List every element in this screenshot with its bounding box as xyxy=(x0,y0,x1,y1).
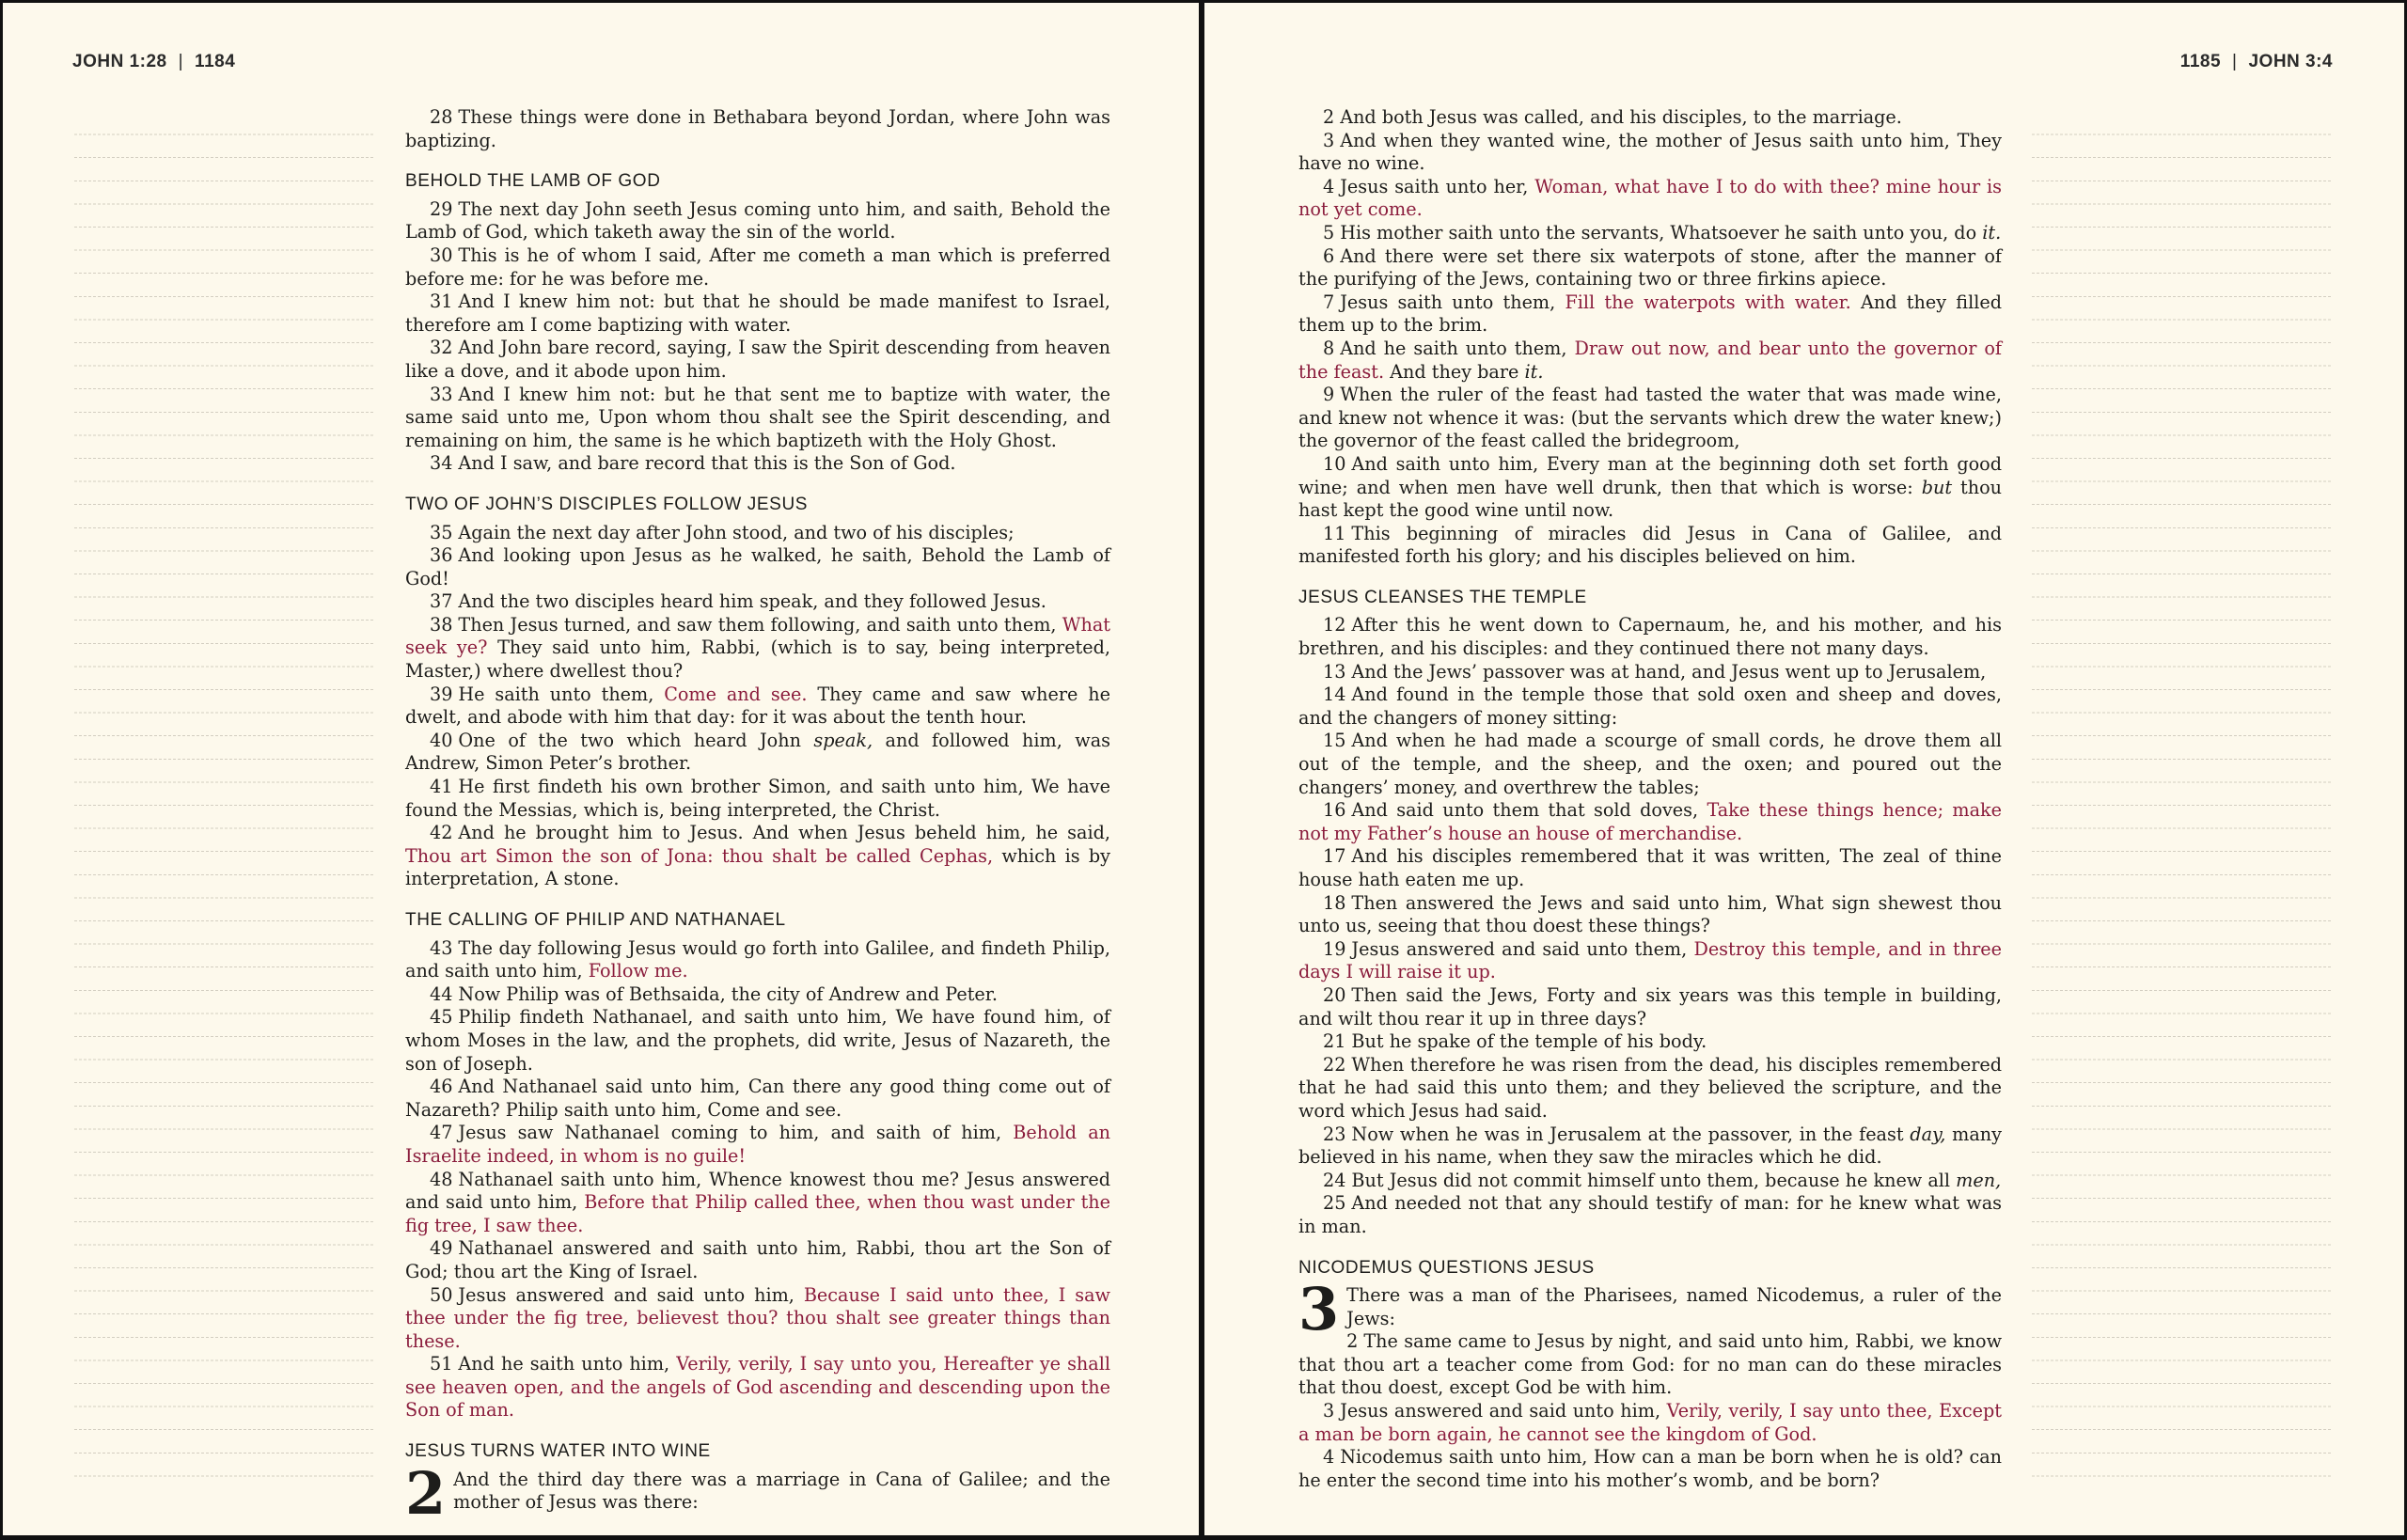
verse xyxy=(1298,384,2002,453)
verse-text: The day following Jesus would go forth into Galilee, and findeth Philip, and saith unto him, xyxy=(405,936,1110,982)
verse-number: 4 xyxy=(1323,1446,1335,1469)
verse-number: 38 xyxy=(430,613,453,636)
words-of-christ: Verily, verily, I say unto thee, Except a man be born again, he cannot see the kingdom of God. xyxy=(1298,1400,2002,1445)
verse-text: And found in the temple those that sold oxen and sheep and doves, and the changers of money sitting: xyxy=(1298,684,2002,729)
verse-number: 46 xyxy=(430,1076,453,1098)
chapter-opening xyxy=(405,1458,1110,1528)
verse xyxy=(1298,684,2002,730)
words-of-christ: Woman, what have I to do with thee? mine hour is not yet come. xyxy=(1298,175,2003,221)
verse-number: 45 xyxy=(430,1006,453,1029)
verse-text: Then said the Jews, Forty and six years was this temple in building, and wilt thou rear it up in three days? xyxy=(1298,983,2002,1029)
left-page xyxy=(3,3,1199,1535)
verse-text: Nicodemus saith unto him, How can a man be born when he is old? can he enter the second time into his mother’s womb, and be born? xyxy=(1298,1446,2002,1491)
notes-lines-right xyxy=(2030,112,2333,1485)
verse-text: Nathanael answered and saith unto him, Rabbi, thou art the Son of God; thou art the King of Israel. xyxy=(405,1237,1110,1282)
verse-text: men, xyxy=(1956,1169,2002,1191)
scripture-column-left xyxy=(405,106,1111,1528)
verse xyxy=(405,1076,1110,1122)
verse-text: and followed him, was Andrew, Simon Peter’s brother. xyxy=(405,729,1110,775)
verse-number: 13 xyxy=(1323,660,1346,683)
verse-text: Jesus answered and said unto them, xyxy=(1351,937,1694,960)
verse-number: 43 xyxy=(430,936,453,959)
verse xyxy=(405,937,1110,983)
verse xyxy=(405,1006,1110,1076)
verse-text: many believed in his name, when they saw the miracles which he did. xyxy=(1298,1123,2002,1169)
verse xyxy=(1298,1054,2002,1124)
verse xyxy=(1298,222,2002,245)
verse-text: And the third day there was a marriage in Cana of Galilee; and the mother of Jesus was there: xyxy=(453,1468,1110,1514)
verse-number: 31 xyxy=(430,291,453,313)
verse-text: And he saith unto them, xyxy=(1340,337,1575,359)
verse-number: 16 xyxy=(1323,799,1346,822)
verse xyxy=(1298,338,2002,384)
verse-number: 25 xyxy=(1323,1192,1346,1215)
verse-text: And they bare xyxy=(1384,360,1525,383)
verse xyxy=(405,1169,1110,1238)
verse xyxy=(405,590,1110,614)
verse xyxy=(1298,984,2002,1030)
verse-number: 7 xyxy=(1323,291,1335,313)
verse-number: 35 xyxy=(430,521,453,543)
verse-text: The next day John seeth Jesus coming unto him, and saith, Behold the Lamb of God, which taketh away the sin of the world. xyxy=(405,197,1110,244)
verse-number: 47 xyxy=(430,1122,453,1144)
verse-number: 18 xyxy=(1323,891,1346,914)
running-head-left xyxy=(72,52,235,72)
verse-number: 11 xyxy=(1323,522,1346,544)
verse-text: And Nathanael said unto him, Can there any good thing come out of Nazareth? Philip saith unto him, Come and see. xyxy=(405,1076,1110,1121)
verse-number: 50 xyxy=(430,1283,453,1306)
verse-text: Jesus saith unto her, xyxy=(1340,175,1535,197)
verse xyxy=(1298,176,2002,222)
words-of-christ: Take these things hence; make not my Father’s house an house of merchandise. xyxy=(1298,799,2002,844)
verse xyxy=(405,684,1110,730)
verse xyxy=(1298,845,2002,891)
verse xyxy=(1298,614,2002,660)
verse-text: When therefore he was risen from the dead, his disciples remembered that he had said this unto them; and they believed the scripture, and the word which Jesus had said. xyxy=(1298,1053,2002,1122)
verse-number: 39 xyxy=(430,683,453,705)
verse-text: And looking upon Jesus as he walked, he saith, Behold the Lamb of God! xyxy=(405,544,1110,589)
words-of-christ: Behold an Israelite indeed, in whom is no guile! xyxy=(405,1122,1110,1167)
verse-number: 32 xyxy=(430,337,453,359)
section-heading: THE CALLING OF PHILIP AND NATHANAEL xyxy=(405,910,786,930)
page-number: 1184 xyxy=(195,52,236,71)
verse xyxy=(405,106,1110,152)
verse xyxy=(1298,661,2002,684)
verse-text: Jesus saw Nathanael coming to him, and saith of him, xyxy=(458,1122,1014,1144)
verse-text: And they filled them up to the brim. xyxy=(1298,291,2002,337)
chapter-number: 2 xyxy=(405,1458,447,1528)
running-head-right xyxy=(2180,52,2333,72)
verse-text: And both Jesus was called, and his disciples, to the marriage. xyxy=(1340,106,1902,128)
verse xyxy=(1298,730,2002,799)
verse-number: 14 xyxy=(1323,684,1346,706)
words-of-christ: Verily, verily, I say unto you, Hereafter ye shall see heaven open, and the angels of God ascending and descending upon the Son of man. xyxy=(405,1353,1110,1422)
verse-text: His mother saith unto the servants, Whatsoever he saith unto you, do xyxy=(1340,221,1983,244)
verse xyxy=(1298,1446,2002,1492)
verse xyxy=(1298,453,2002,523)
verse xyxy=(405,244,1110,291)
verse-text: This beginning of miracles did Jesus in Cana of Galilee, and manifested forth his glory; and his disciples believed on him. xyxy=(1298,522,2002,568)
section-heading: TWO OF JOHN’S DISCIPLES FOLLOW JESUS xyxy=(405,494,809,514)
verse xyxy=(405,1284,1110,1354)
verse-text: When the ruler of the feast had tasted the water that was made wine, and knew not whence it was: (but the servants which drew the water knew;) the governor of the feast called the bridegroom, xyxy=(1298,384,2002,452)
verse-text: And the two disciples heard him speak, and they followed Jesus. xyxy=(458,590,1046,613)
verse-number: 42 xyxy=(430,822,453,844)
verse xyxy=(405,1122,1110,1168)
verse-number: 36 xyxy=(430,544,453,567)
verse xyxy=(1298,245,2002,291)
verse-number: 41 xyxy=(430,776,453,798)
verse xyxy=(1298,130,2002,176)
verse-text: They came and saw where he dwelt, and abode with him that day: for it was about the tenth hour. xyxy=(405,683,1110,729)
verse-number: 15 xyxy=(1323,730,1346,752)
verse xyxy=(405,198,1110,244)
verse-text: Now when he was in Jerusalem at the passover, in the feast xyxy=(1351,1123,1911,1145)
verse xyxy=(405,1353,1110,1422)
verse-text: Philip findeth Nathanael, and saith unto him, We have found him, of whom Moses in the law, and the prophets, did write, Jesus of Nazareth, the son of Joseph. xyxy=(405,1006,1110,1075)
verse xyxy=(405,822,1110,891)
verse xyxy=(1298,291,2002,338)
verse xyxy=(405,730,1110,776)
verse-number: 48 xyxy=(430,1168,453,1190)
verse-number: 20 xyxy=(1323,983,1346,1006)
verse xyxy=(405,522,1110,545)
verse-number: 6 xyxy=(1323,244,1335,267)
verse-text: And I saw, and bare record that this is the Son of God. xyxy=(458,452,956,475)
scripture-column-right xyxy=(1298,106,2002,1492)
page-number: 1185 xyxy=(2179,52,2222,71)
verse-number: 23 xyxy=(1323,1123,1346,1145)
verse xyxy=(1298,938,2002,984)
verse-text: And he saith unto him, xyxy=(458,1353,677,1375)
verse-text: but xyxy=(1921,476,1953,498)
verse xyxy=(1298,1124,2002,1170)
verse-number: 22 xyxy=(1323,1053,1346,1076)
verse-text: Jesus saith unto them, xyxy=(1340,291,1565,313)
verse-number: 12 xyxy=(1323,614,1346,636)
verse-text: And I knew him not: but he that sent me to baptize with water, the same said unto me, Upon whom thou shalt see the Spirit descending, and remaining on him, the same is he which baptizeth with the Holy Ghost. xyxy=(405,383,1110,451)
chapter-number: 3 xyxy=(1298,1275,1340,1344)
running-head-reference: JOHN 1:28 xyxy=(72,52,167,71)
verse-number: 19 xyxy=(1323,937,1346,960)
verse-text: Then Jesus turned, and saw them following, and saith unto them, xyxy=(458,613,1062,636)
verse-text: Nathanael saith unto him, Whence knowest thou me? Jesus answered and said unto him, xyxy=(405,1168,1110,1214)
words-of-christ: Come and see. xyxy=(664,683,808,705)
section-heading: JESUS CLEANSES THE TEMPLE xyxy=(1298,587,1587,607)
verse-text: it. xyxy=(1524,360,1544,383)
verse-number: 30 xyxy=(430,244,453,266)
verse-number: 21 xyxy=(1323,1030,1346,1053)
verse xyxy=(405,337,1110,383)
verse-number: 4 xyxy=(1323,175,1335,197)
section-heading: JESUS TURNS WATER INTO WINE xyxy=(405,1441,711,1462)
verse-number: 37 xyxy=(430,590,453,613)
words-of-christ: Draw out now, and bear unto the governor of the feast. xyxy=(1298,337,2003,383)
verse-text: He saith unto them, xyxy=(458,683,665,705)
verse-text: day, xyxy=(1910,1123,1946,1145)
verse-text: But he spake of the temple of his body. xyxy=(1351,1030,1707,1053)
verse-text: One of the two which heard John xyxy=(458,729,814,751)
right-page xyxy=(1204,3,2404,1535)
verse-number: 29 xyxy=(430,197,453,220)
running-head-reference: JOHN 3:4 xyxy=(2248,52,2333,71)
verse-text: And when he had made a scourge of small cords, he drove them all out of the temple, and the sheep, and the oxen; and poured out the changers’ money, and overthrew the tables; xyxy=(1298,730,2002,798)
words-of-christ: Because I said unto thee, I saw thee under the fig tree, believest thou? thou shalt see greater things than these. xyxy=(405,1283,1110,1352)
words-of-christ: Destroy this temple, and in three days I will raise it up. xyxy=(1298,937,2002,983)
verse xyxy=(405,544,1110,590)
verse xyxy=(405,614,1110,684)
verse-text: And his disciples remembered that it was written, The zeal of thine house hath eaten me up. xyxy=(1298,845,2002,890)
verse-text: speak, xyxy=(813,729,873,751)
verse-text: After this he went down to Capernaum, he, and his mother, and his brethren, and his disciples: and they continued there not many days. xyxy=(1298,614,2002,660)
verse-number: 40 xyxy=(430,729,453,751)
verse-text: Now Philip was of Bethsaida, the city of Andrew and Peter. xyxy=(458,982,998,1005)
verse xyxy=(1298,1030,2002,1054)
verse-text: Jesus answered and said unto him, xyxy=(458,1283,804,1306)
verse-number: 49 xyxy=(430,1237,453,1260)
running-head-separator: | xyxy=(178,52,184,71)
verse xyxy=(405,1237,1110,1283)
verse xyxy=(405,452,1110,476)
verse-number: 3 xyxy=(1323,129,1335,151)
verse-text: These things were done in Bethabara beyond Jordan, where John was baptizing. xyxy=(405,106,1110,151)
verse-text: And John bare record, saying, I saw the Spirit descending from heaven like a dove, and it abode upon him. xyxy=(405,337,1110,382)
verse xyxy=(1298,1170,2002,1193)
verse-number: 3 xyxy=(1323,1400,1335,1422)
section-heading: BEHOLD THE LAMB OF GOD xyxy=(405,171,661,192)
verse xyxy=(405,983,1110,1007)
verse-text: it. xyxy=(1982,221,2002,244)
verse-text: Again the next day after John stood, and two of his disciples; xyxy=(458,521,1015,543)
verse-number: 34 xyxy=(430,452,453,475)
verse-text: He first findeth his own brother Simon, and saith unto him, We have found the Messias, which is, being interpreted, the Christ. xyxy=(405,776,1110,821)
verse xyxy=(405,291,1110,337)
verse-text: And the Jews’ passover was at hand, and Jesus went up to Jerusalem, xyxy=(1351,660,1987,683)
verse-number: 33 xyxy=(430,383,453,405)
verse-number: 28 xyxy=(430,106,453,128)
verse xyxy=(1298,1192,2002,1238)
words-of-christ: Fill the waterpots with water. xyxy=(1565,291,1851,313)
words-of-christ: Follow me. xyxy=(588,960,688,982)
verse-text: And when they wanted wine, the mother of Jesus saith unto him, They have no wine. xyxy=(1298,129,2002,175)
verse-text: And there were set there six waterpots of stone, after the manner of the purifying of the Jews, containing two or three firkins apiece. xyxy=(1298,244,2002,291)
verse xyxy=(405,776,1110,822)
verse-number: 24 xyxy=(1323,1169,1346,1191)
verse-text: And needed not that any should testify of man: for he knew what was in man. xyxy=(1298,1192,2002,1237)
verse-number: 44 xyxy=(430,982,453,1005)
verse-text: which is by interpretation, A stone. xyxy=(405,844,1110,890)
verse-text: And I knew him not: but that he should be made manifest to Israel, therefore am I come baptizing with water. xyxy=(405,291,1110,336)
verse-number: 8 xyxy=(1323,337,1335,359)
verse-text: And he brought him to Jesus. And when Jesus beheld him, he said, xyxy=(458,822,1110,844)
verse-number: 5 xyxy=(1323,221,1335,244)
verse-text: The same came to Jesus by night, and said unto him, Rabbi, we know that thou art a teacher come from God: for no man can do these miracles that thou doest, except God be with him. xyxy=(1298,1330,2002,1399)
words-of-christ: What seek ye? xyxy=(405,613,1110,659)
verse xyxy=(1298,106,2002,130)
words-of-christ: Thou art Simon the son of Jona: thou shalt be called Cephas, xyxy=(405,844,994,867)
verse xyxy=(1298,799,2002,845)
verse xyxy=(405,384,1110,453)
verse-text: And saith unto him, Every man at the beginning doth set forth good wine; and when men have well drunk, then that which is worse: xyxy=(1298,452,2002,498)
verse-number: 2 xyxy=(1323,106,1335,128)
verse-text: And said unto them that sold doves, xyxy=(1351,799,1707,822)
verse-text: There was a man of the Pharisees, named Nicodemus, a ruler of the Jews: xyxy=(1346,1284,2002,1329)
verse-text: Then answered the Jews and said unto him, What sign shewest thou unto us, seeing that thou doest these things? xyxy=(1298,891,2002,937)
verse-number: 2 xyxy=(1346,1330,1359,1353)
verse-text: This is he of whom I said, After me cometh a man which is preferred before me: for he was before me. xyxy=(405,244,1110,290)
verse-number: 10 xyxy=(1323,452,1346,475)
verse-number: 51 xyxy=(430,1353,453,1375)
words-of-christ: Before that Philip called thee, when thou wast under the fig tree, I saw thee. xyxy=(405,1191,1110,1236)
verse xyxy=(1298,1400,2002,1446)
verse-number: 9 xyxy=(1323,384,1335,406)
verse-text: But Jesus did not commit himself unto them, because he knew all xyxy=(1351,1169,1957,1191)
verse-number: 17 xyxy=(1323,845,1346,868)
section-heading: NICODEMUS QUESTIONS JESUS xyxy=(1298,1257,1595,1278)
verse xyxy=(1298,892,2002,938)
running-head-separator: | xyxy=(2232,52,2238,71)
verse-text: Jesus answered and said unto him, xyxy=(1340,1400,1667,1422)
verse-text: thou hast kept the good wine until now. xyxy=(1298,476,2002,522)
notes-lines-left xyxy=(72,112,375,1485)
chapter-opening xyxy=(1298,1275,2002,1400)
verse-text: They said unto him, Rabbi, (which is to say, being interpreted, Master,) where dwellest thou? xyxy=(405,636,1111,683)
verse xyxy=(1298,523,2002,569)
